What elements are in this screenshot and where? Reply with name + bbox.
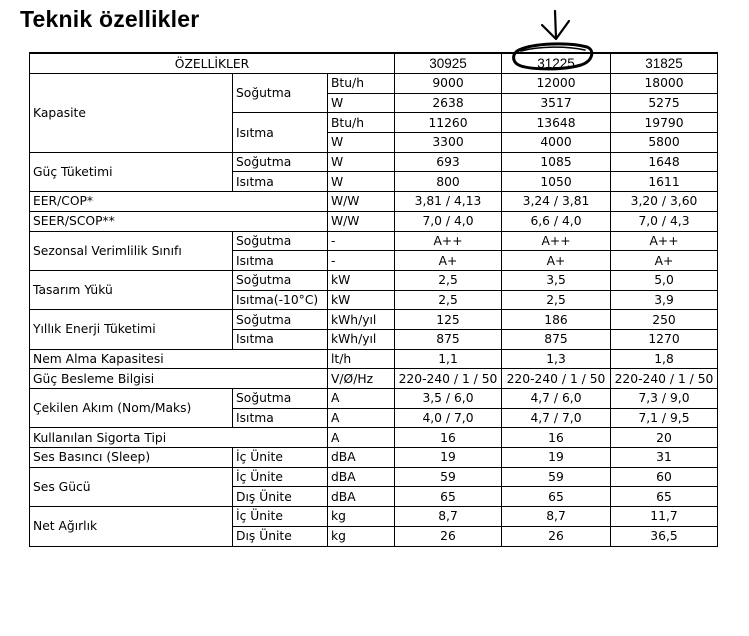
mode-label: Isıtma(-10°C) <box>233 290 328 310</box>
model-header: 31225 <box>502 53 611 74</box>
unit-cell: Btu/h <box>328 74 395 94</box>
value-cell: 1085 <box>502 152 611 172</box>
unit-cell: dBA <box>328 448 395 468</box>
table-row <box>30 369 718 389</box>
header-row <box>30 53 718 74</box>
value-cell: 5800 <box>611 133 718 153</box>
value-cell: 19 <box>395 448 502 468</box>
value-cell: 3,20 / 3,60 <box>611 192 718 212</box>
value-cell: 1,1 <box>395 349 502 369</box>
value-cell: 1611 <box>611 172 718 192</box>
value-cell: 6,6 / 4,0 <box>502 211 611 231</box>
spec-table <box>29 52 718 547</box>
value-cell: 12000 <box>502 74 611 94</box>
value-cell: 2,5 <box>395 270 502 290</box>
mode-label: Isıtma <box>233 329 328 349</box>
feature-name: Güç Tüketimi <box>30 152 233 191</box>
value-cell: 220-240 / 1 / 50 <box>395 369 502 389</box>
value-cell: 59 <box>502 467 611 487</box>
value-cell: 60 <box>611 467 718 487</box>
value-cell: 800 <box>395 172 502 192</box>
value-cell: 1270 <box>611 329 718 349</box>
value-cell: 2638 <box>395 93 502 113</box>
value-cell: 125 <box>395 310 502 330</box>
table-row <box>30 389 718 409</box>
feature-name: Çekilen Akım (Nom/Maks) <box>30 389 233 428</box>
value-cell: 18000 <box>611 74 718 94</box>
value-cell: 875 <box>502 329 611 349</box>
value-cell: 8,7 <box>395 507 502 527</box>
table-row <box>30 507 718 527</box>
unit-cell: W <box>328 152 395 172</box>
value-cell: 1648 <box>611 152 718 172</box>
table-row <box>30 448 718 468</box>
feature-name: Kapasite <box>30 74 233 153</box>
value-cell: A+ <box>611 251 718 271</box>
hand-drawn-arrow-icon <box>536 8 576 44</box>
value-cell: 59 <box>395 467 502 487</box>
value-cell: 65 <box>611 487 718 507</box>
value-cell: 2,5 <box>395 290 502 310</box>
unit-cell: A <box>328 389 395 409</box>
value-cell: 4,7 / 7,0 <box>502 408 611 428</box>
value-cell: 3,24 / 3,81 <box>502 192 611 212</box>
value-cell: 31 <box>611 448 718 468</box>
unit-cell: W <box>328 133 395 153</box>
mode-label: Soğutma <box>233 74 328 113</box>
value-cell: 9000 <box>395 74 502 94</box>
value-cell: 7,0 / 4,3 <box>611 211 718 231</box>
unit-cell: W/W <box>328 192 395 212</box>
value-cell: 3,5 / 6,0 <box>395 389 502 409</box>
value-cell: 220-240 / 1 / 50 <box>611 369 718 389</box>
unit-cell: dBA <box>328 467 395 487</box>
unit-cell: kWh/yıl <box>328 329 395 349</box>
value-cell: 4,7 / 6,0 <box>502 389 611 409</box>
value-cell: 65 <box>395 487 502 507</box>
unit-cell: A <box>328 408 395 428</box>
value-cell: 19 <box>502 448 611 468</box>
mode-label: Isıtma <box>233 172 328 192</box>
value-cell: 8,7 <box>502 507 611 527</box>
value-cell: 11260 <box>395 113 502 133</box>
mode-label: Isıtma <box>233 408 328 428</box>
feature-name: Ses Basıncı (Sleep) <box>30 448 233 468</box>
value-cell: 3,81 / 4,13 <box>395 192 502 212</box>
unit-cell: kW <box>328 290 395 310</box>
feature-name: Nem Alma Kapasitesi <box>30 349 328 369</box>
feature-name: Kullanılan Sigorta Tipi <box>30 428 328 448</box>
mode-label: Soğutma <box>233 389 328 409</box>
value-cell: 36,5 <box>611 526 718 546</box>
value-cell: 3517 <box>502 93 611 113</box>
table-row <box>30 152 718 172</box>
mode-label: Soğutma <box>233 231 328 251</box>
mode-label: Soğutma <box>233 152 328 172</box>
value-cell: 19790 <box>611 113 718 133</box>
value-cell: 26 <box>502 526 611 546</box>
value-cell: 20 <box>611 428 718 448</box>
value-cell: 7,0 / 4,0 <box>395 211 502 231</box>
value-cell: 65 <box>502 487 611 507</box>
value-cell: 1,3 <box>502 349 611 369</box>
unit-cell: - <box>328 251 395 271</box>
value-cell: 5275 <box>611 93 718 113</box>
feature-name: Sezonsal Verimlilik Sınıfı <box>30 231 233 270</box>
unit-cell: kW <box>328 270 395 290</box>
value-cell: 875 <box>395 329 502 349</box>
value-cell: 186 <box>502 310 611 330</box>
mode-label: Soğutma <box>233 270 328 290</box>
value-cell: 3300 <box>395 133 502 153</box>
feature-name: Tasarım Yükü <box>30 270 233 309</box>
value-cell: A++ <box>611 231 718 251</box>
value-cell: 693 <box>395 152 502 172</box>
feature-name: Yıllık Enerji Tüketimi <box>30 310 233 349</box>
value-cell: 3,9 <box>611 290 718 310</box>
unit-cell: W/W <box>328 211 395 231</box>
table-row <box>30 349 718 369</box>
value-cell: 1050 <box>502 172 611 192</box>
unit-cell: Btu/h <box>328 113 395 133</box>
table-row <box>30 428 718 448</box>
value-cell: 7,3 / 9,0 <box>611 389 718 409</box>
value-cell: A++ <box>502 231 611 251</box>
feature-name: EER/COP* <box>30 192 328 212</box>
model-header: 30925 <box>395 53 502 74</box>
table-row <box>30 270 718 290</box>
table-row <box>30 211 718 231</box>
mode-label: Isıtma <box>233 113 328 152</box>
unit-cell: lt/h <box>328 349 395 369</box>
table-row <box>30 310 718 330</box>
value-cell: 16 <box>395 428 502 448</box>
value-cell: 5,0 <box>611 270 718 290</box>
mode-label: Soğutma <box>233 310 328 330</box>
unit-cell: kWh/yıl <box>328 310 395 330</box>
feature-name: Güç Besleme Bilgisi <box>30 369 328 389</box>
unit-cell: - <box>328 231 395 251</box>
value-cell: 250 <box>611 310 718 330</box>
value-cell: A+ <box>395 251 502 271</box>
table-row <box>30 467 718 487</box>
feature-name: SEER/SCOP** <box>30 211 328 231</box>
mode-label: Dış Ünite <box>233 487 328 507</box>
value-cell: 11,7 <box>611 507 718 527</box>
unit-cell: V/Ø/Hz <box>328 369 395 389</box>
table-row <box>30 74 718 94</box>
mode-label: Isıtma <box>233 251 328 271</box>
value-cell: 26 <box>395 526 502 546</box>
mode-label: İç Ünite <box>233 467 328 487</box>
table-row <box>30 192 718 212</box>
unit-cell: A <box>328 428 395 448</box>
value-cell: A++ <box>395 231 502 251</box>
value-cell: 2,5 <box>502 290 611 310</box>
value-cell: 13648 <box>502 113 611 133</box>
unit-cell: dBA <box>328 487 395 507</box>
unit-cell: kg <box>328 507 395 527</box>
mode-label: İç Ünite <box>233 507 328 527</box>
unit-cell: W <box>328 93 395 113</box>
value-cell: 3,5 <box>502 270 611 290</box>
value-cell: A+ <box>502 251 611 271</box>
model-header: 31825 <box>611 53 718 74</box>
unit-cell: W <box>328 172 395 192</box>
mode-label: Dış Ünite <box>233 526 328 546</box>
features-header: ÖZELLİKLER <box>30 53 395 74</box>
value-cell: 220-240 / 1 / 50 <box>502 369 611 389</box>
unit-cell: kg <box>328 526 395 546</box>
mode-label: İç Ünite <box>233 448 328 468</box>
table-row <box>30 231 718 251</box>
value-cell: 4000 <box>502 133 611 153</box>
value-cell: 7,1 / 9,5 <box>611 408 718 428</box>
feature-name: Ses Gücü <box>30 467 233 506</box>
feature-name: Net Ağırlık <box>30 507 233 546</box>
value-cell: 4,0 / 7,0 <box>395 408 502 428</box>
value-cell: 16 <box>502 428 611 448</box>
value-cell: 1,8 <box>611 349 718 369</box>
page-title: Teknik özellikler <box>20 6 200 32</box>
